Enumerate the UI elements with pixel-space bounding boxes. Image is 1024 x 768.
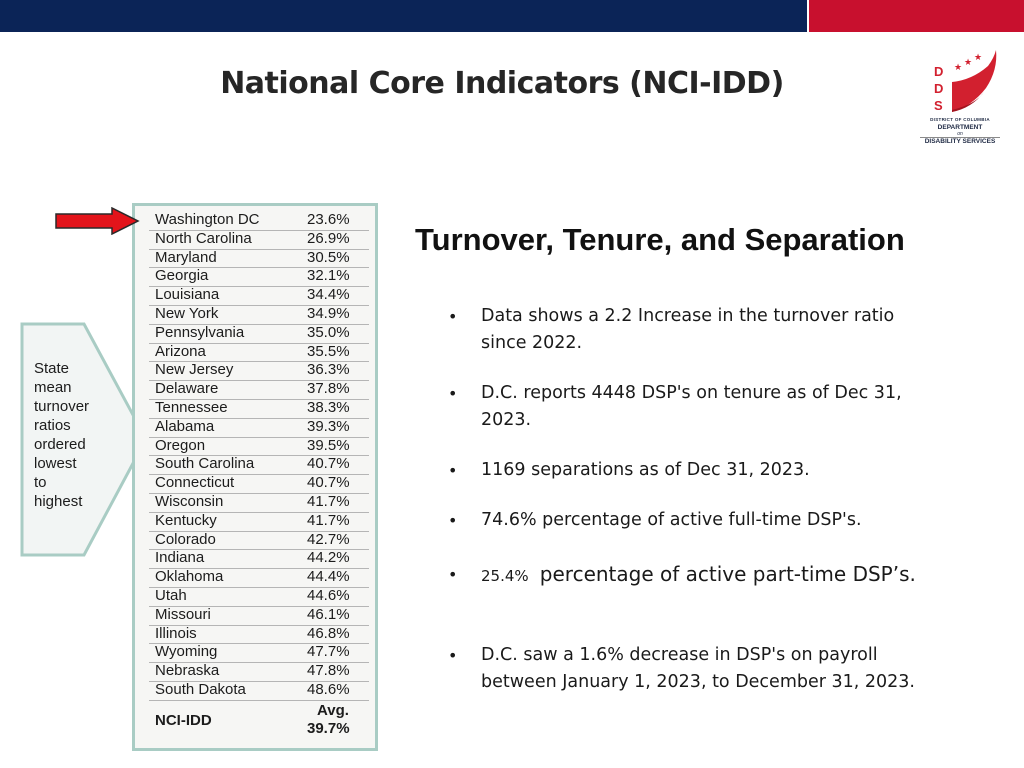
- row-value: 41.7%: [307, 511, 350, 529]
- row-state: Missouri: [155, 605, 211, 623]
- bullet-dot: •: [448, 565, 458, 584]
- table-row: [149, 267, 369, 287]
- bullet-dot: •: [448, 307, 458, 326]
- table-row: [149, 531, 369, 551]
- bullet-text: 74.6% percentage of active full-time DSP's.: [481, 510, 862, 530]
- row-state: Wisconsin: [155, 493, 224, 510]
- row-state: North Carolina: [155, 229, 252, 247]
- bullet-text: D.C. saw a 1.6% decrease in DSP's on payroll between January 1, 2023, to December 31, 2023.: [481, 645, 915, 692]
- total-avg-label: Avg.: [317, 702, 349, 719]
- table-row: [149, 380, 369, 400]
- bullet-dot: •: [448, 461, 458, 480]
- row-state: Nebraska: [155, 662, 220, 680]
- row-state: Wyoming: [155, 643, 218, 661]
- callout-line: to: [34, 474, 47, 491]
- row-value: 48.6%: [307, 681, 350, 698]
- row-value: 35.5%: [307, 342, 350, 360]
- total-value: 39.7%: [307, 720, 350, 737]
- total-label: NCI-IDD: [155, 712, 212, 729]
- row-value: 44.4%: [307, 568, 350, 586]
- row-state: Alabama: [155, 417, 215, 435]
- row-state: Oklahoma: [155, 568, 224, 586]
- page-title: National Core Indicators (NCI-IDD): [220, 66, 784, 101]
- row-state: Oregon: [155, 436, 206, 454]
- logo-letter-s: S: [934, 98, 943, 113]
- table-row: [149, 249, 369, 269]
- row-value: 47.8%: [307, 662, 350, 680]
- table-row: [149, 493, 369, 513]
- row-state: Tennessee: [155, 399, 228, 416]
- table-row: [149, 418, 369, 438]
- row-state: Connecticut: [155, 474, 235, 492]
- bullet-text: percentage of active part-time DSP’s.: [539, 562, 916, 586]
- table-row: [149, 343, 369, 363]
- callout-line: ratios: [34, 417, 71, 434]
- callout-line: State: [34, 360, 70, 377]
- row-state: Delaware: [155, 380, 219, 398]
- row-value: 46.8%: [307, 624, 350, 642]
- row-state: Arizona: [155, 342, 206, 360]
- red-arrow-icon: [54, 207, 140, 235]
- bullet-text: D.C. reports 4448 DSP's on tenure as of Dec 31, 2023.: [481, 383, 902, 430]
- table-row: [149, 399, 369, 419]
- row-value: 37.8%: [307, 380, 350, 398]
- table-row: [149, 587, 369, 607]
- row-value: 23.6%: [307, 211, 350, 228]
- table-row: [149, 305, 369, 325]
- row-value: 41.7%: [307, 493, 350, 510]
- bullet-text-wrap: [481, 559, 921, 592]
- row-state: South Carolina: [155, 455, 255, 473]
- callout-line: lowest: [34, 455, 77, 472]
- logo-letter-d1: D: [934, 64, 944, 79]
- row-state: New Jersey: [155, 361, 234, 379]
- row-value: 36.3%: [307, 361, 350, 379]
- callout-line: mean: [34, 379, 72, 396]
- dds-logo-mark: [914, 48, 1006, 118]
- row-value: 40.7%: [307, 474, 350, 492]
- row-value: 42.7%: [307, 530, 350, 548]
- row-state: Georgia: [155, 267, 209, 285]
- row-state: New York: [155, 305, 219, 322]
- table-row: [149, 455, 369, 475]
- callout-line: ordered: [34, 436, 86, 453]
- table-row: [149, 474, 369, 494]
- table-row: [149, 625, 369, 645]
- svg-text:★: ★: [964, 58, 973, 68]
- row-value: 38.3%: [307, 399, 350, 416]
- header-bar-red: [809, 0, 1024, 32]
- row-value: 30.5%: [307, 248, 350, 266]
- callout-line: highest: [34, 493, 83, 510]
- table-row: [149, 662, 369, 682]
- row-state: Washington DC: [155, 211, 260, 228]
- table-row: [149, 606, 369, 626]
- row-state: Maryland: [155, 248, 217, 266]
- row-state: Illinois: [155, 624, 197, 642]
- row-value: 44.2%: [307, 549, 350, 567]
- row-value: 47.7%: [307, 643, 350, 661]
- bullet-text: 1169 separations as of Dec 31, 2023.: [481, 460, 810, 480]
- bullet-dot: •: [448, 384, 458, 403]
- table-row: [149, 549, 369, 569]
- row-value: 34.4%: [307, 286, 350, 304]
- section-heading: Turnover, Tenure, and Separation: [415, 222, 905, 257]
- dds-logo: [914, 48, 1006, 152]
- logo-letter-d2: D: [934, 81, 944, 96]
- header-bar-navy: [0, 0, 807, 32]
- table-row: [149, 324, 369, 344]
- row-value: 39.5%: [307, 436, 350, 454]
- row-value: 35.0%: [307, 323, 350, 341]
- logo-disability-services: DISABILITY SERVICES: [924, 138, 996, 145]
- table-row: [149, 211, 369, 231]
- bullet-dot: •: [448, 511, 458, 530]
- svg-text:★: ★: [954, 63, 963, 73]
- table-row: [149, 286, 369, 306]
- row-value: 44.6%: [307, 587, 350, 604]
- logo-department: DEPARTMENT: [937, 124, 983, 131]
- row-state: Colorado: [155, 530, 216, 548]
- logo-district: DISTRICT OF COLUMBIA: [930, 117, 990, 122]
- row-state: South Dakota: [155, 681, 246, 698]
- row-value: 34.9%: [307, 305, 350, 322]
- turnover-table: [132, 203, 378, 751]
- table-row: [149, 568, 369, 588]
- row-value: 32.1%: [307, 267, 350, 285]
- row-value: 40.7%: [307, 455, 350, 473]
- bullet-text: Data shows a 2.2 Increase in the turnover ratio since 2022.: [481, 306, 895, 353]
- table-row: [149, 681, 369, 701]
- table-total-row: [149, 702, 369, 746]
- callout-line: turnover: [34, 398, 90, 415]
- table-row: [149, 512, 369, 532]
- bullet-dot: •: [448, 646, 458, 665]
- bullet-lead: 25.4%: [481, 567, 529, 585]
- table-row: [149, 361, 369, 381]
- row-state: Louisiana: [155, 286, 220, 304]
- callout-text: [34, 359, 114, 511]
- row-value: 26.9%: [307, 229, 350, 247]
- row-value: 46.1%: [307, 605, 350, 623]
- svg-text:★: ★: [974, 53, 983, 63]
- table-row: [149, 643, 369, 663]
- row-state: Kentucky: [155, 511, 217, 529]
- row-value: 39.3%: [307, 417, 350, 435]
- table-row: [149, 437, 369, 457]
- table-row: [149, 230, 369, 250]
- row-state: Pennsylvania: [155, 323, 245, 341]
- logo-on: on: [957, 131, 963, 137]
- row-state: Utah: [155, 587, 187, 604]
- row-state: Indiana: [155, 549, 205, 567]
- header-bar: [0, 0, 1024, 32]
